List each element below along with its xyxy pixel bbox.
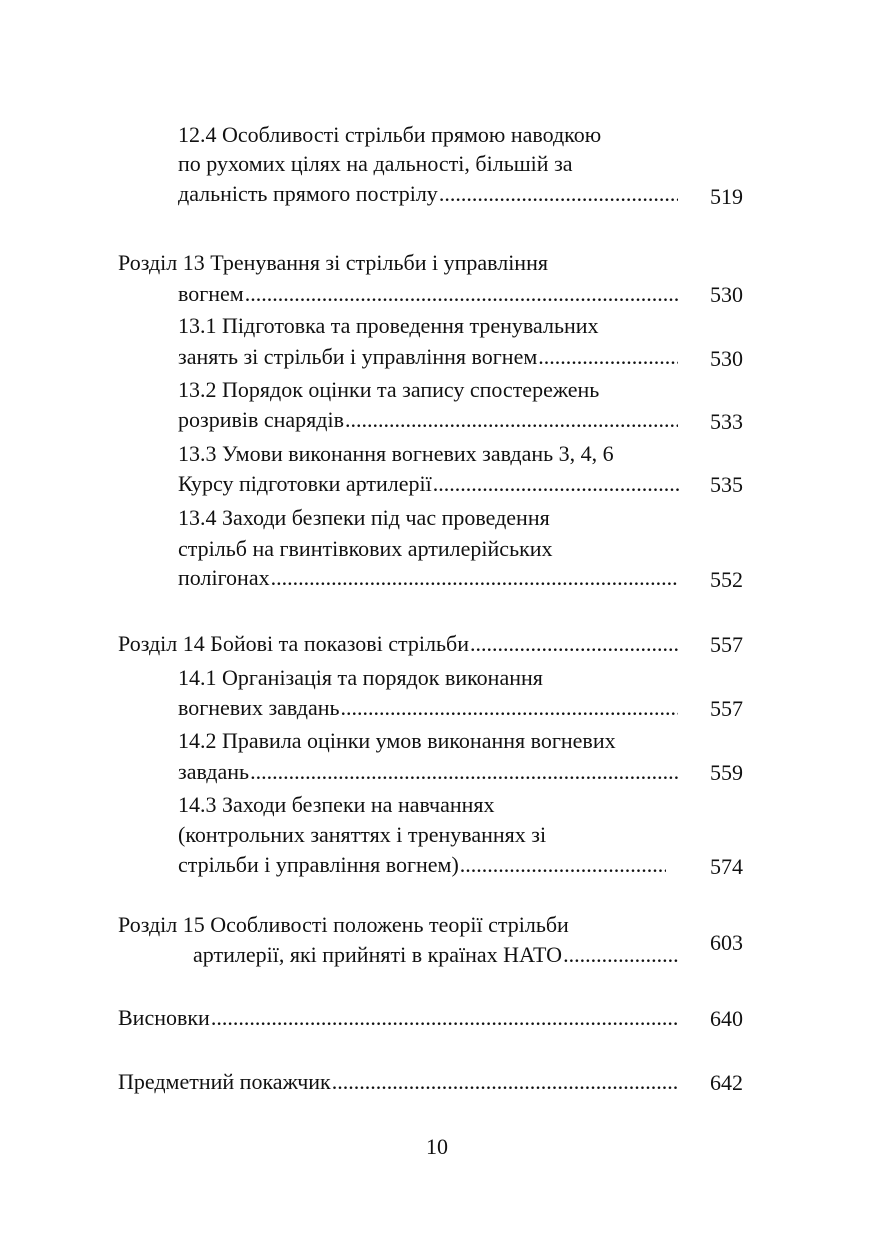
dot-leader <box>470 630 678 658</box>
toc-line-text: полігонах <box>178 565 270 590</box>
toc-line-text: дальність прямого пострілу <box>178 181 438 206</box>
toc-line: 12.4 Особливості стрільби прямою наводкою <box>178 122 602 147</box>
toc-page-number: 533 <box>710 409 743 434</box>
toc-page-number: 557 <box>710 696 743 721</box>
toc-line-text: Курсу підготовки артилерії <box>178 471 432 496</box>
dot-leader <box>332 1068 678 1096</box>
toc-line-last <box>118 1068 678 1096</box>
toc-line-last <box>118 630 678 658</box>
toc-line-text: Предметний покажчик <box>118 1069 331 1094</box>
toc-line-last <box>178 694 678 722</box>
toc-line-text: занять зі стрільби і управління вогнем <box>178 344 538 369</box>
dot-leader <box>538 343 678 371</box>
toc-page-number: 640 <box>710 1006 743 1031</box>
toc-page-number: 642 <box>710 1070 743 1095</box>
dot-leader <box>439 180 678 208</box>
toc-line-last <box>193 941 678 969</box>
toc-page-number: 557 <box>710 632 743 657</box>
toc-line: 14.2 Правила оцінки умов виконання вогневих <box>178 728 616 753</box>
toc-line-last <box>178 406 678 434</box>
toc-line: 14.3 Заходи безпеки на навчаннях <box>178 792 495 817</box>
toc-line-last <box>178 758 678 786</box>
dot-leader <box>563 941 678 969</box>
toc-page-number: 530 <box>710 282 743 307</box>
toc-line-last <box>118 1004 678 1032</box>
toc-page-number: 519 <box>710 184 743 209</box>
toc-line-text: завдань <box>178 759 250 784</box>
toc-line-text: Висновки <box>118 1005 210 1030</box>
toc-line: 13.2 Порядок оцінки та запису спостережень <box>178 377 600 402</box>
toc-line-text: стрільби і управління вогнем) <box>178 852 459 877</box>
toc-line-last <box>178 851 666 879</box>
toc-line-text: артилерії, які прийняті в країнах НАТО <box>193 942 563 967</box>
toc-line-last <box>178 564 678 592</box>
toc-page-number: 559 <box>710 760 743 785</box>
dot-leader <box>460 851 666 879</box>
page-footer-number: 10 <box>426 1134 448 1159</box>
toc-line: 13.4 Заходи безпеки під час проведення <box>178 505 550 530</box>
dot-leader <box>211 1004 678 1032</box>
toc-line: 13.1 Підготовка та проведення тренувальних <box>178 313 599 338</box>
toc-line-text: розривів снарядів <box>178 407 344 432</box>
toc-page-number: 530 <box>710 346 743 371</box>
toc-line: Розділ 15 Особливості положень теорії стрільби <box>118 912 569 937</box>
toc-line-last <box>178 280 678 308</box>
toc-line: по рухомих цілях на дальності, більшій за <box>178 151 573 176</box>
dot-leader <box>271 564 678 592</box>
toc-page-number: 574 <box>710 854 743 879</box>
toc-line: 14.1 Організація та порядок виконання <box>178 665 543 690</box>
dot-leader <box>250 758 678 786</box>
toc-line-text: вогнем <box>178 281 244 306</box>
toc-page-number: 552 <box>710 567 743 592</box>
toc-line: (контрольних заняттях і тренуваннях зі <box>178 822 547 847</box>
dot-leader <box>345 406 678 434</box>
toc-page-number: 603 <box>710 930 743 955</box>
toc-line-last <box>178 470 680 498</box>
dot-leader <box>245 280 678 308</box>
dot-leader <box>341 694 678 722</box>
toc-line-last <box>178 343 678 371</box>
toc-line-text: вогневих завдань <box>178 695 340 720</box>
toc-line: Розділ 13 Тренування зі стрільби і управління <box>118 250 548 275</box>
toc-page-number: 535 <box>710 472 743 497</box>
toc-line: 13.3 Умови виконання вогневих завдань 3, 4, 6 <box>178 441 614 466</box>
toc-line: стрільб на гвинтівкових артилерійських <box>178 536 553 561</box>
toc-line-last <box>178 180 678 208</box>
toc-line-text: Розділ 14 Бойові та показові стрільби <box>118 631 470 656</box>
dot-leader <box>433 470 680 498</box>
